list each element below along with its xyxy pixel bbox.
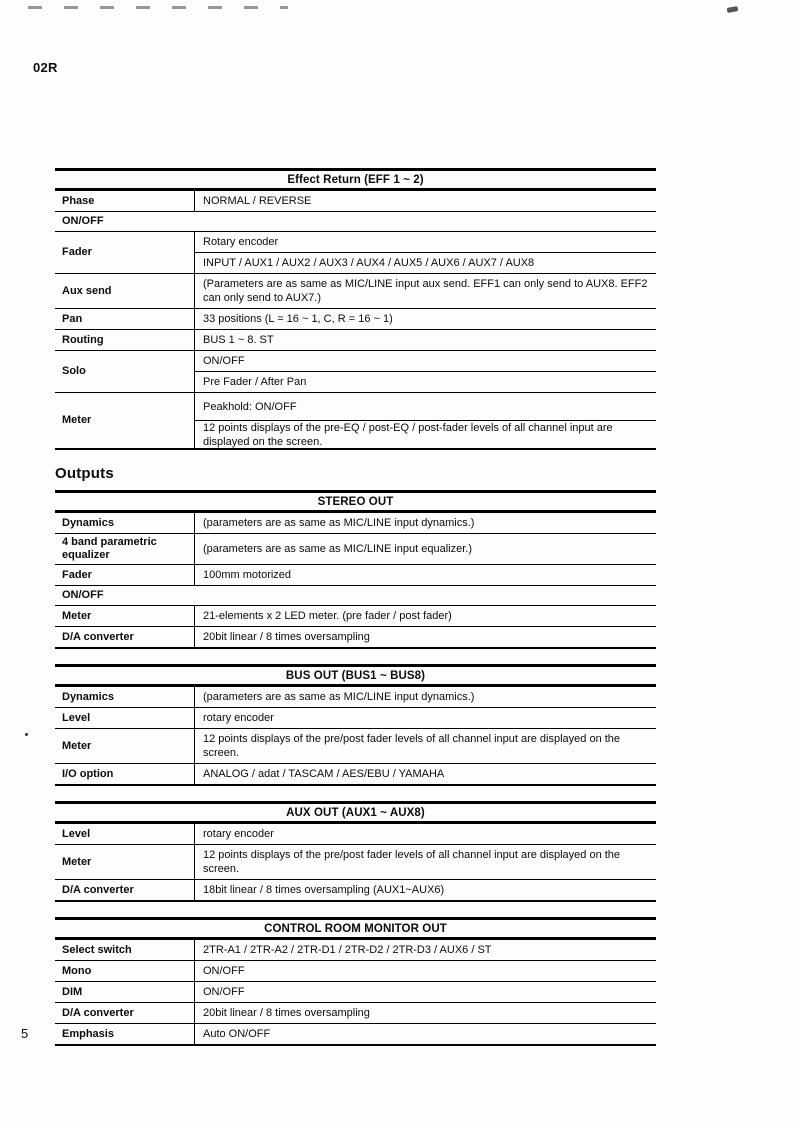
row-values: [195, 393, 656, 448]
content: [55, 168, 656, 1061]
row-values: [195, 534, 656, 564]
row-label: I/O option: [55, 764, 195, 784]
row-label: D/A converter: [55, 880, 195, 900]
row-value: 100mm motorized: [203, 569, 292, 581]
row-value: ON/OFF: [203, 355, 245, 367]
row-label: Mono: [55, 961, 195, 981]
row-value: rotary encoder: [203, 828, 274, 840]
row-label: D/A converter: [55, 627, 195, 647]
row-value: Pre Fader / After Pan: [195, 371, 656, 392]
spec-row: [55, 708, 656, 729]
row-values: [195, 1024, 656, 1044]
row-label: Pan: [55, 309, 195, 329]
row-values: [195, 687, 656, 707]
row-value: ON/OFF: [203, 986, 245, 998]
spec-table: [55, 917, 656, 1046]
row-label: Phase: [55, 191, 195, 211]
row-label: D/A converter: [55, 1003, 195, 1023]
spec-table: [55, 168, 656, 450]
spec-row: [55, 880, 656, 900]
row-value: 18bit linear / 8 times oversampling (AUX1~AUX6): [203, 884, 445, 896]
scan-artifact: [25, 733, 28, 736]
scan-artifact: [727, 6, 739, 13]
page-number: 5: [21, 1026, 29, 1041]
row-label: Aux send: [55, 274, 195, 308]
table-title: Effect Return (EFF 1 ~ 2): [55, 171, 656, 191]
row-label: Dynamics: [55, 687, 195, 707]
spec-row: [55, 212, 656, 232]
row-values: [195, 513, 656, 533]
table-title: AUX OUT (AUX1 ~ AUX8): [55, 804, 656, 824]
row-label: Select switch: [55, 940, 195, 960]
row-values: [195, 606, 656, 626]
row-values: [195, 708, 656, 728]
row-label: Level: [55, 708, 195, 728]
spec-row: [55, 393, 656, 448]
spec-row: [55, 191, 656, 212]
spec-row: [55, 687, 656, 708]
spec-table: [55, 664, 656, 786]
row-label: Dynamics: [55, 513, 195, 533]
scan-artifact: [28, 6, 288, 9]
row-value: INPUT / AUX1 / AUX2 / AUX3 / AUX4 / AUX5 / AUX6 / AUX7 / AUX8: [195, 252, 656, 273]
row-label: Meter: [55, 606, 195, 626]
spec-row: [55, 351, 656, 393]
row-value: 20bit linear / 8 times oversampling: [203, 1007, 370, 1019]
spec-table: [55, 490, 656, 649]
row-label: ON/OFF: [62, 589, 104, 601]
spec-row: [55, 309, 656, 330]
spec-row: [55, 565, 656, 586]
row-value: 12 points displays of the pre-EQ / post-EQ / post-fader levels of all channel input are displayed on the screen.: [195, 420, 656, 448]
row-value: (parameters are as same as MIC/LINE input dynamics.): [203, 691, 475, 703]
row-label: Routing: [55, 330, 195, 350]
row-values: [195, 729, 656, 763]
row-label: ON/OFF: [62, 215, 104, 227]
table-title: BUS OUT (BUS1 ~ BUS8): [55, 667, 656, 687]
section-heading: Outputs: [55, 465, 114, 482]
row-label: 4 band parametric equalizer: [55, 534, 195, 564]
spec-row: [55, 764, 656, 784]
row-value: 12 points displays of the pre/post fader levels of all channel input are displayed on the screen.: [203, 849, 621, 875]
row-label: Fader: [55, 565, 195, 585]
row-values: [195, 627, 656, 647]
row-label: DIM: [55, 982, 195, 1002]
spec-row: [55, 1024, 656, 1044]
row-label: Level: [55, 824, 195, 844]
row-value: Peakhold: ON/OFF: [203, 400, 297, 413]
spec-row: [55, 534, 656, 565]
row-values: [195, 191, 656, 211]
spec-row: [55, 940, 656, 961]
row-value: Auto ON/OFF: [203, 1028, 271, 1040]
row-value: Rotary encoder: [203, 236, 279, 248]
spec-table: [55, 801, 656, 902]
spec-row: [55, 1003, 656, 1024]
spec-row: [55, 232, 656, 274]
table-title: CONTROL ROOM MONITOR OUT: [55, 920, 656, 940]
row-label: Meter: [55, 729, 195, 763]
row-values: [195, 764, 656, 784]
spec-row: [55, 606, 656, 627]
row-values: [195, 274, 656, 308]
row-values: [195, 824, 656, 844]
row-value: ANALOG / adat / TASCAM / AES/EBU / YAMAHA: [203, 768, 445, 780]
spec-row: [55, 982, 656, 1003]
row-values: [195, 982, 656, 1002]
spec-row: [55, 330, 656, 351]
row-value: BUS 1 ~ 8. ST: [203, 334, 274, 346]
row-value: 33 positions (L = 16 ~ 1, C, R = 16 ~ 1): [203, 313, 393, 325]
row-value: (parameters are as same as MIC/LINE input equalizer.): [203, 543, 473, 555]
row-values: [195, 232, 656, 273]
row-value: (Parameters are as same as MIC/LINE input aux send. EFF1 can only send to AUX8. EFF2 can only send to AUX7.): [203, 278, 648, 304]
row-values: [195, 1003, 656, 1023]
row-value: (parameters are as same as MIC/LINE input dynamics.): [203, 517, 475, 529]
row-values: [195, 940, 656, 960]
row-value: 12 points displays of the pre/post fader levels of all channel input are displayed on the screen.: [203, 733, 621, 759]
row-values: [195, 330, 656, 350]
row-label: Meter: [55, 845, 195, 879]
spec-row: [55, 824, 656, 845]
row-label: Solo: [55, 351, 195, 392]
row-value: ON/OFF: [203, 965, 245, 977]
spec-row: [55, 961, 656, 982]
row-values: [195, 309, 656, 329]
spec-row: [55, 627, 656, 647]
row-values: [195, 961, 656, 981]
row-values: [195, 565, 656, 585]
row-label: Meter: [55, 393, 195, 448]
row-label: Emphasis: [55, 1024, 195, 1044]
row-value: rotary encoder: [203, 712, 274, 724]
spec-row: [55, 274, 656, 309]
spec-row: [55, 513, 656, 534]
row-values: [195, 845, 656, 879]
row-values: [195, 351, 656, 392]
row-values: [195, 880, 656, 900]
spec-row: [55, 845, 656, 880]
row-label: Fader: [55, 232, 195, 273]
row-value: 2TR-A1 / 2TR-A2 / 2TR-D1 / 2TR-D2 / 2TR-D3 / AUX6 / ST: [203, 944, 492, 956]
table-title: STEREO OUT: [55, 493, 656, 513]
doc-code: 02R: [33, 60, 58, 75]
spec-row: [55, 586, 656, 606]
spec-row: [55, 729, 656, 764]
row-value: NORMAL / REVERSE: [203, 195, 312, 207]
row-value: 21-elements x 2 LED meter. (pre fader / post fader): [203, 610, 452, 622]
row-value: 20bit linear / 8 times oversampling: [203, 631, 370, 643]
